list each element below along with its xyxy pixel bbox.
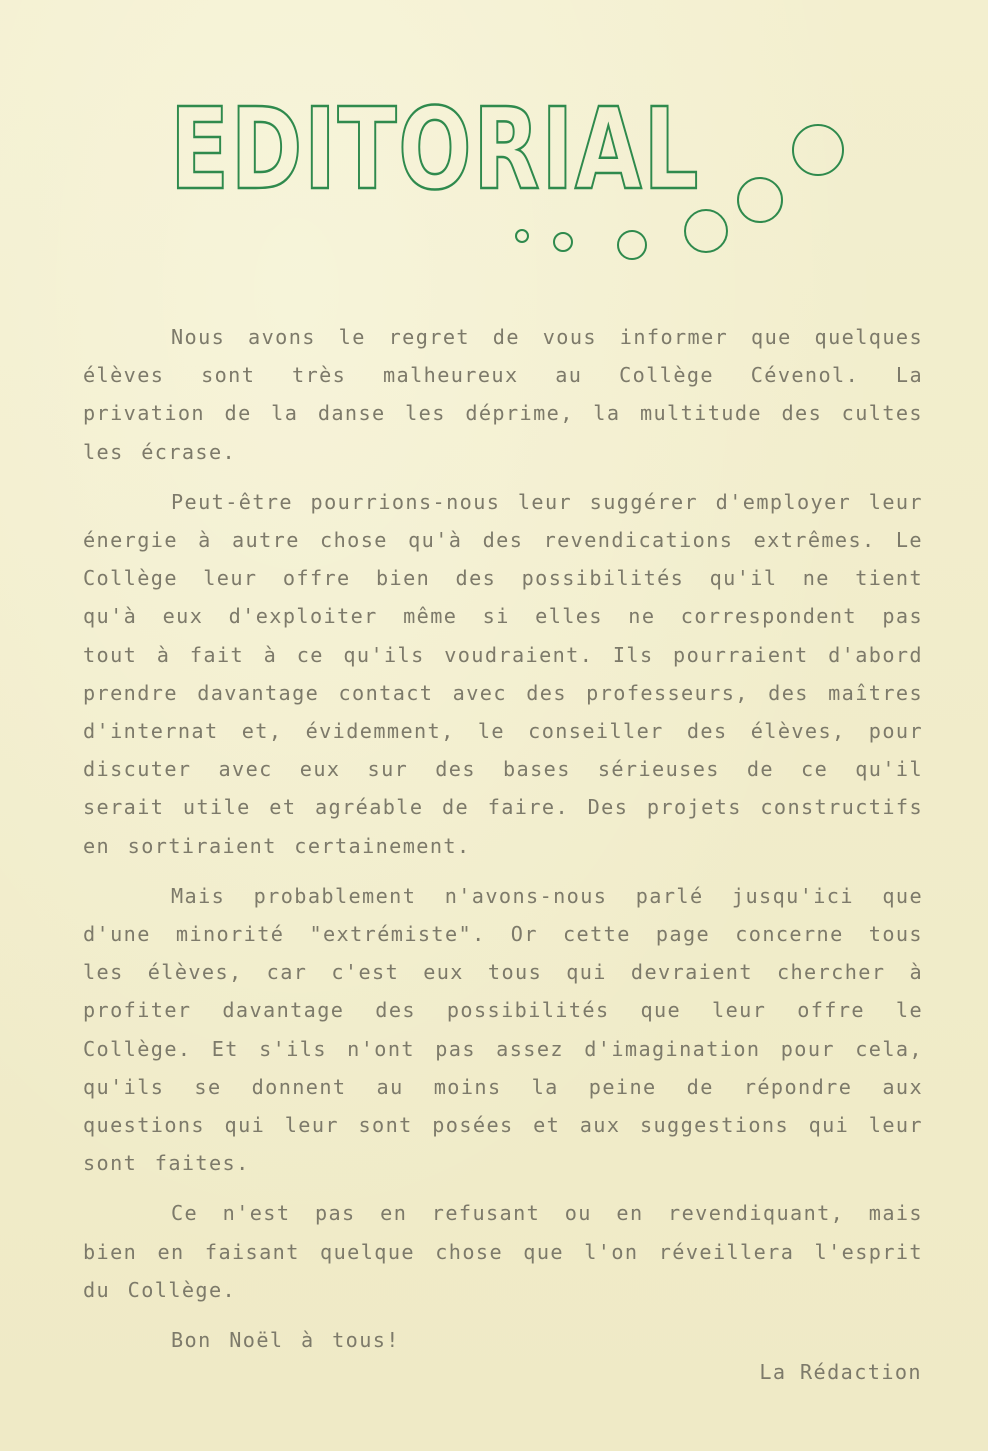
editorial-banner [160,60,860,270]
editorial-body [83,318,923,1359]
signature: La Rédaction [759,1360,922,1384]
editorial-banner-art [160,60,860,270]
closing-line: Bon Noël à tous! [171,1328,400,1353]
paragraph-1: Nous avons le regret de vous informer que quelques élèves sont très malheureux au Collège Cévenol. La privation de la danse les déprime, la multitude des cultes les écrase. [83,325,923,464]
paragraph-4: Ce n'est pas en refusant ou en revendiquant, mais bien en faisant quelque chose que l'on réveillera l'esprit du Collège. [83,1201,923,1302]
paragraph-3: Mais probablement n'avons-nous parlé jusqu'ici que d'une minorité "extrémiste". Or cette page concerne tous les élèves, car c'est eux tous qui devraient chercher à profiter davantage des possibilités que leur offre le Collège. Et s'ils n'ont pas assez d'imagination pour cela, qu'ils se donnent au moins la peine de répondre aux questions qui leur sont posées et aux suggestions qui leur sont faites. [83,883,923,1176]
paragraph-2: Peut-être pourrions-nous leur suggérer d'employer leur énergie à autre chose qu'à des revendications extrêmes. Le Collège leur offre bien des possibilités qu'il ne tient qu'à eux d'exploiter même si elles ne correspondent pas tout à fait à ce qu'ils voudraient. Ils pourraient d'abord prendre davantage contact avec des professeurs, des maîtres d'internat et, évidemment, le conseiller des élèves, pour discuter avec eux sur des bases sérieuses de ce qu'il serait utile et agréable de faire. Des projets constructifs en sortiraient certainement. [83,489,923,858]
editorial-title: EDITORIAL [170,85,700,215]
